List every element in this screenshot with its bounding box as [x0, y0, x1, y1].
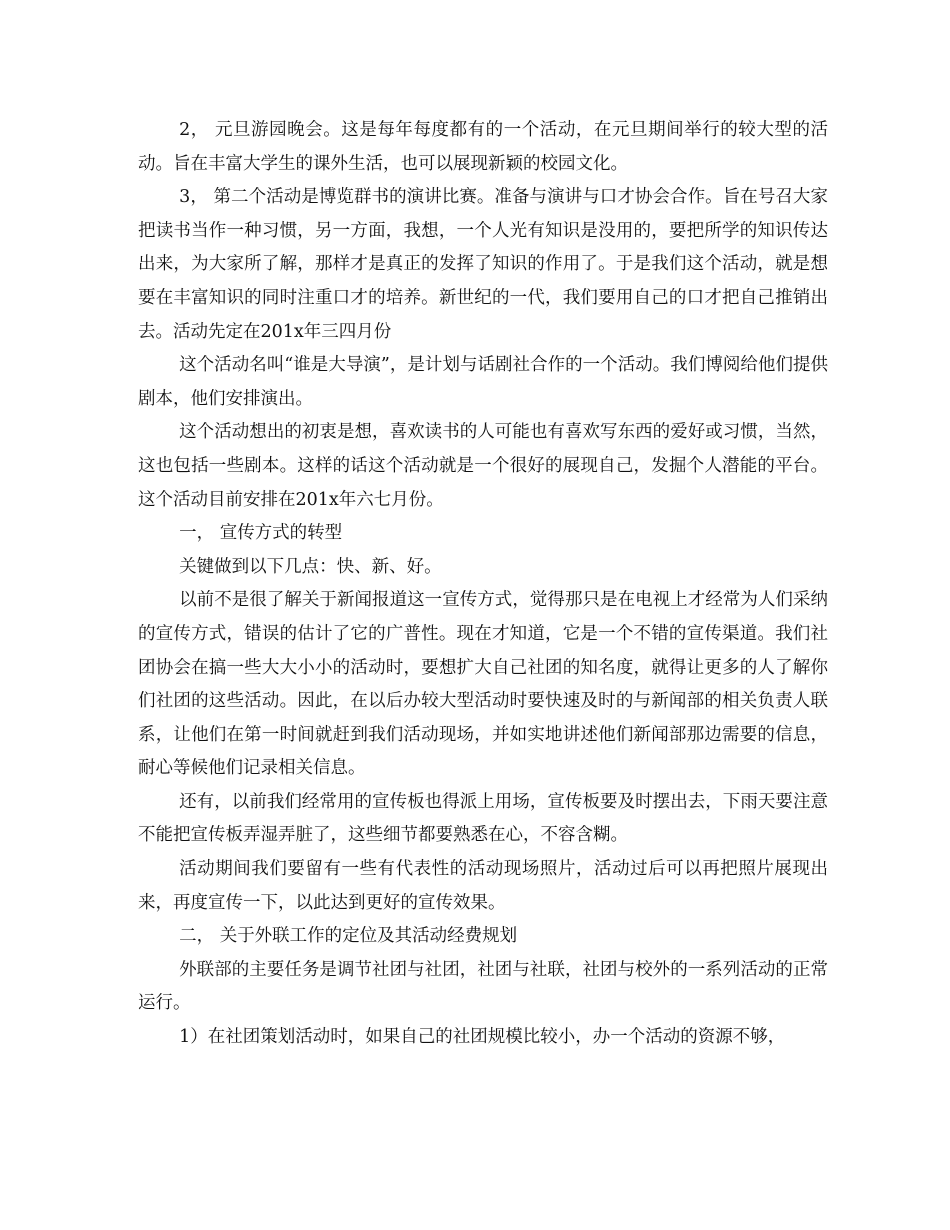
paragraph-item-1-small-club: 1）在社团策划活动时，如果自己的社团规模比较小，办一个活动的资源不够， [179, 1027, 786, 1048]
paragraph-key-points: 关键做到以下几点：快、新、好。 [179, 556, 442, 577]
paragraph-activity-intention: 这个活动想出的初衷是想，喜欢读书的人可能也有喜欢写东西的爱好或习惯，当然，这也包括一些剧本。这样的话这个活动就是一个很好的展现自己，发掘个人潜能的平台。这个活动目前安排在201x年六七月份。 [138, 422, 828, 510]
paragraph-item-3-speech-contest: 3， 第二个活动是博览群书的演讲比赛。准备与演讲与口才协会合作。旨在号召大家把读书当作一种习惯，另一方面，我想，一个人光有知识是没用的，要把所学的知识传达出来，为大家所了解，那样才是真正的发挥了知识的作用了。于是我们这个活动，就是想要在丰富知识的同时注重口才的培养。新世纪的一代，我们要用自己的口才把自己推销出去。活动先定在201x年三四月份 [138, 187, 828, 342]
section-heading-publicity: 一， 宣传方式的转型 [179, 523, 343, 544]
paragraph-news-reporting: 以前不是很了解关于新闻报道这一宣传方式，觉得那只是在电视上才经常为人们采纳的宣传方式，错误的估计了它的广普性。现在才知道，它是一个不错的宣传渠道。我们社团协会在搞一些大大小小的活动时，要想扩大自己社团的知名度，就得让更多的人了解你们社团的这些活动。因此，在以后办较大型活动时要快速及时的与新闻部的相关负责人联系，让他们在第一时间就赶到我们活动现场，并如实地讲述他们新闻部那边需要的信息，耐心等候他们记录相关信息。 [138, 590, 828, 779]
paragraph-publicity-board: 还有，以前我们经常用的宣传板也得派上用场，宣传板要及时摆出去，下雨天要注意不能把宣传板弄湿弄脏了，这些细节都要熟悉在心，不容含糊。 [138, 791, 828, 846]
paragraph-activity-photos: 活动期间我们要留有一些有代表性的活动现场照片，活动过后可以再把照片展现出来，再度宣传一下，以此达到更好的宣传效果。 [138, 859, 828, 913]
document-body [138, 114, 828, 1055]
section-heading-external-relations: 二， 关于外联工作的定位及其活动经费规划 [179, 926, 518, 947]
paragraph-item-2-new-year-gala: 2， 元旦游园晚会。这是每年每度都有的一个活动，在元旦期间举行的较大型的活动。旨在丰富大学生的课外生活，也可以展现新颖的校园文化。 [138, 120, 828, 174]
paragraph-external-dept-tasks: 外联部的主要任务是调节社团与社团，社团与社联，社团与校外的一系列活动的正常运行。 [138, 959, 828, 1014]
paragraph-director-activity: 这个活动名叫“谁是大导演”，是计划与话剧社合作的一个活动。我们博阅给他们提供剧本，他们安排演出。 [138, 355, 828, 409]
